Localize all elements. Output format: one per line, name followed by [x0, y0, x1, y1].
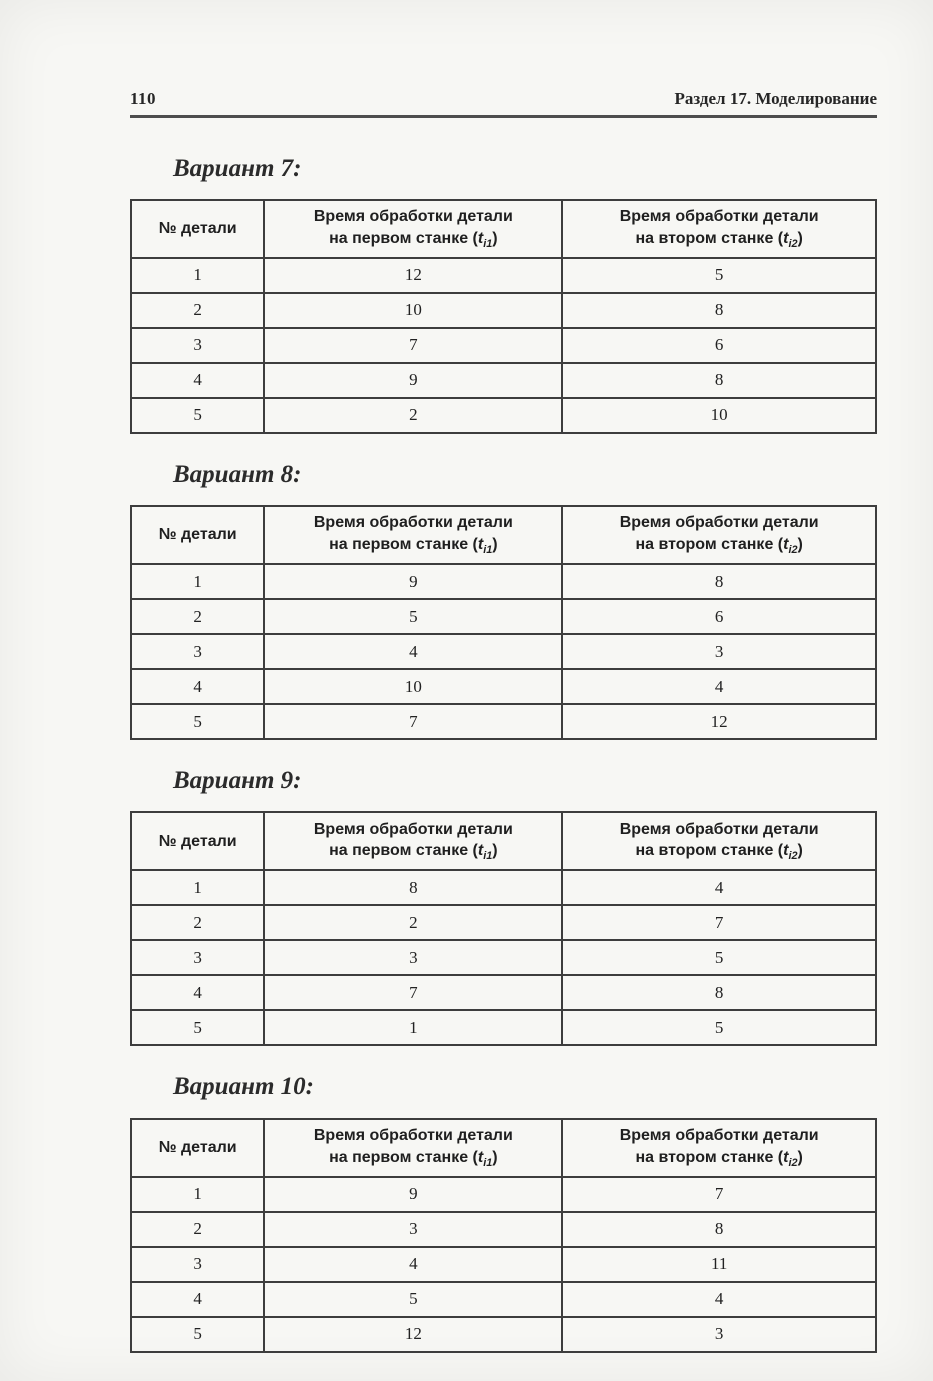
t-symbol: t — [477, 229, 484, 247]
table-header-row — [131, 506, 876, 564]
table-row — [131, 870, 876, 905]
t-symbol: t — [783, 536, 789, 554]
header-text — [635, 229, 803, 250]
header-text: № детали — [158, 1138, 237, 1156]
cell-machine2-time: 3 — [562, 634, 876, 669]
cell-part-number: 2 — [131, 599, 264, 634]
cell-machine1-time: 8 — [264, 870, 562, 905]
t-symbol: t — [477, 536, 484, 554]
table-row — [131, 398, 876, 433]
cell-part-number: 2 — [131, 1212, 264, 1247]
cell-machine1-time: 2 — [264, 905, 562, 940]
header-text-part: на втором станке ( — [635, 229, 784, 247]
cell-part-number: 4 — [131, 669, 264, 704]
t-subscript: i2 — [788, 544, 798, 557]
header-part-number — [131, 1119, 264, 1177]
cell-part-number: 3 — [131, 328, 264, 363]
cell-machine1-time: 9 — [264, 1177, 562, 1212]
table-row — [131, 1317, 876, 1352]
cell-machine2-time: 10 — [562, 398, 876, 433]
t-symbol: t — [783, 229, 789, 247]
header-text — [635, 1148, 803, 1169]
header-text-part: на первом станке ( — [329, 1148, 478, 1166]
header-part-number — [131, 200, 264, 258]
variant-7-table — [130, 199, 877, 434]
header-text-part: ) — [492, 536, 498, 554]
table-row — [131, 1010, 876, 1045]
cell-machine2-time: 7 — [562, 905, 876, 940]
header-text — [635, 536, 803, 557]
variant-heading: Вариант 9: — [173, 767, 302, 795]
header-machine1-time — [264, 200, 562, 258]
table-header-row — [131, 812, 876, 870]
t-subscript: i2 — [788, 1156, 798, 1169]
variant-7-section — [130, 156, 877, 434]
cell-machine2-time: 8 — [562, 564, 876, 599]
header-text: Время обработки детали — [619, 514, 819, 532]
cell-machine2-time: 8 — [562, 293, 876, 328]
cell-machine1-time: 12 — [264, 258, 562, 293]
cell-machine1-time: 10 — [264, 669, 562, 704]
cell-machine1-time: 7 — [264, 704, 562, 739]
cell-machine1-time: 3 — [264, 940, 562, 975]
cell-machine2-time: 4 — [562, 669, 876, 704]
cell-machine2-time: 8 — [562, 363, 876, 398]
variant-9-table — [130, 811, 877, 1046]
header-machine1-time — [264, 812, 562, 870]
t-subscript: i1 — [483, 237, 493, 250]
cell-machine2-time: 4 — [562, 870, 876, 905]
table-header-row — [131, 200, 876, 258]
header-text-part: ) — [797, 842, 803, 860]
cell-machine1-time: 7 — [264, 975, 562, 1010]
header-text: № детали — [158, 526, 237, 544]
variant-heading: Вариант 8: — [173, 460, 302, 488]
cell-machine2-time: 8 — [562, 1212, 876, 1247]
table-row — [131, 1282, 876, 1317]
cell-machine1-time: 4 — [264, 634, 562, 669]
cell-machine1-time: 2 — [264, 398, 562, 433]
header-text: Время обработки детали — [313, 820, 513, 838]
variant-10-section — [130, 1074, 877, 1352]
table-row — [131, 940, 876, 975]
table-row — [131, 363, 876, 398]
t-symbol: t — [783, 842, 789, 860]
cell-part-number: 1 — [131, 258, 264, 293]
header-part-number — [131, 506, 264, 564]
header-text-part: ) — [492, 1148, 498, 1166]
table-header-row — [131, 1119, 876, 1177]
header-text: Время обработки детали — [313, 1126, 513, 1144]
cell-machine2-time: 11 — [562, 1247, 876, 1282]
header-text — [329, 229, 498, 250]
header-text-part: ) — [797, 536, 803, 554]
header-text-part: на первом станке ( — [329, 842, 478, 860]
cell-part-number: 4 — [131, 975, 264, 1010]
table-row — [131, 599, 876, 634]
header-text: № детали — [158, 832, 237, 850]
header-text-part: на первом станке ( — [329, 536, 478, 554]
header-text — [635, 842, 803, 863]
table-row — [131, 1247, 876, 1282]
header-text-part: на втором станке ( — [635, 842, 784, 860]
cell-part-number: 3 — [131, 634, 264, 669]
t-subscript: i1 — [483, 1156, 493, 1169]
cell-part-number: 4 — [131, 363, 264, 398]
t-subscript: i2 — [788, 237, 798, 250]
cell-machine2-time: 6 — [562, 328, 876, 363]
header-machine2-time — [562, 200, 876, 258]
cell-machine1-time: 1 — [264, 1010, 562, 1045]
cell-machine2-time: 8 — [562, 975, 876, 1010]
running-title: Раздел 17. Моделирование — [674, 89, 877, 108]
header-machine2-time — [562, 506, 876, 564]
table-row — [131, 328, 876, 363]
cell-machine1-time: 7 — [264, 328, 562, 363]
cell-part-number: 5 — [131, 398, 264, 433]
header-text: Время обработки детали — [313, 514, 513, 532]
header-machine2-time — [562, 812, 876, 870]
cell-machine1-time: 5 — [264, 1282, 562, 1317]
cell-machine2-time: 7 — [562, 1177, 876, 1212]
header-text: Время обработки детали — [619, 1126, 819, 1144]
header-text: Время обработки детали — [619, 820, 819, 838]
cell-machine1-time: 4 — [264, 1247, 562, 1282]
cell-machine2-time: 4 — [562, 1282, 876, 1317]
header-text — [329, 842, 498, 863]
cell-machine2-time: 3 — [562, 1317, 876, 1352]
page-number: 110 — [130, 89, 157, 108]
cell-machine2-time: 5 — [562, 1010, 876, 1045]
header-text-part: ) — [797, 1148, 803, 1166]
header-part-number — [131, 812, 264, 870]
header-text-part: на втором станке ( — [635, 536, 784, 554]
header-machine1-time — [264, 506, 562, 564]
t-subscript: i2 — [788, 850, 798, 863]
header-text-part: ) — [492, 842, 498, 860]
header-machine1-time — [264, 1119, 562, 1177]
variant-8-section — [130, 462, 877, 740]
t-symbol: t — [477, 1148, 484, 1166]
cell-machine1-time: 5 — [264, 599, 562, 634]
cell-part-number: 5 — [131, 1010, 264, 1045]
cell-part-number: 5 — [131, 1317, 264, 1352]
variant-9-section — [130, 768, 877, 1046]
page-content — [130, 0, 877, 1353]
t-symbol: t — [783, 1148, 789, 1166]
cell-part-number: 2 — [131, 293, 264, 328]
cell-machine2-time: 12 — [562, 704, 876, 739]
table-row — [131, 1212, 876, 1247]
table-row — [131, 258, 876, 293]
cell-part-number: 3 — [131, 940, 264, 975]
variant-10-table — [130, 1118, 877, 1353]
cell-machine1-time: 12 — [264, 1317, 562, 1352]
page-header — [130, 0, 877, 118]
table-row — [131, 669, 876, 704]
cell-part-number: 1 — [131, 564, 264, 599]
table-row — [131, 1177, 876, 1212]
header-text-part: ) — [797, 229, 803, 247]
table-row — [131, 564, 876, 599]
header-text: Время обработки детали — [313, 208, 513, 226]
header-text — [329, 536, 498, 557]
table-row — [131, 293, 876, 328]
header-text-part: на первом станке ( — [329, 229, 478, 247]
cell-machine2-time: 5 — [562, 940, 876, 975]
cell-machine2-time: 5 — [562, 258, 876, 293]
cell-part-number: 2 — [131, 905, 264, 940]
table-row — [131, 634, 876, 669]
table-row — [131, 905, 876, 940]
header-text: Время обработки детали — [619, 208, 819, 226]
cell-part-number: 5 — [131, 704, 264, 739]
header-text-part: ) — [492, 229, 498, 247]
variant-heading: Вариант 7: — [173, 154, 302, 182]
table-row — [131, 704, 876, 739]
t-symbol: t — [477, 842, 484, 860]
cell-machine1-time: 9 — [264, 363, 562, 398]
cell-machine2-time: 6 — [562, 599, 876, 634]
variant-heading: Вариант 10: — [173, 1073, 314, 1101]
header-text: № детали — [158, 220, 237, 238]
table-row — [131, 975, 876, 1010]
t-subscript: i1 — [483, 544, 493, 557]
header-text — [329, 1148, 498, 1169]
cell-part-number: 4 — [131, 1282, 264, 1317]
cell-machine1-time: 9 — [264, 564, 562, 599]
cell-part-number: 1 — [131, 1177, 264, 1212]
cell-machine1-time: 3 — [264, 1212, 562, 1247]
header-text-part: на втором станке ( — [635, 1148, 784, 1166]
header-machine2-time — [562, 1119, 876, 1177]
variant-8-table — [130, 505, 877, 740]
t-subscript: i1 — [483, 850, 493, 863]
cell-part-number: 3 — [131, 1247, 264, 1282]
cell-part-number: 1 — [131, 870, 264, 905]
cell-machine1-time: 10 — [264, 293, 562, 328]
